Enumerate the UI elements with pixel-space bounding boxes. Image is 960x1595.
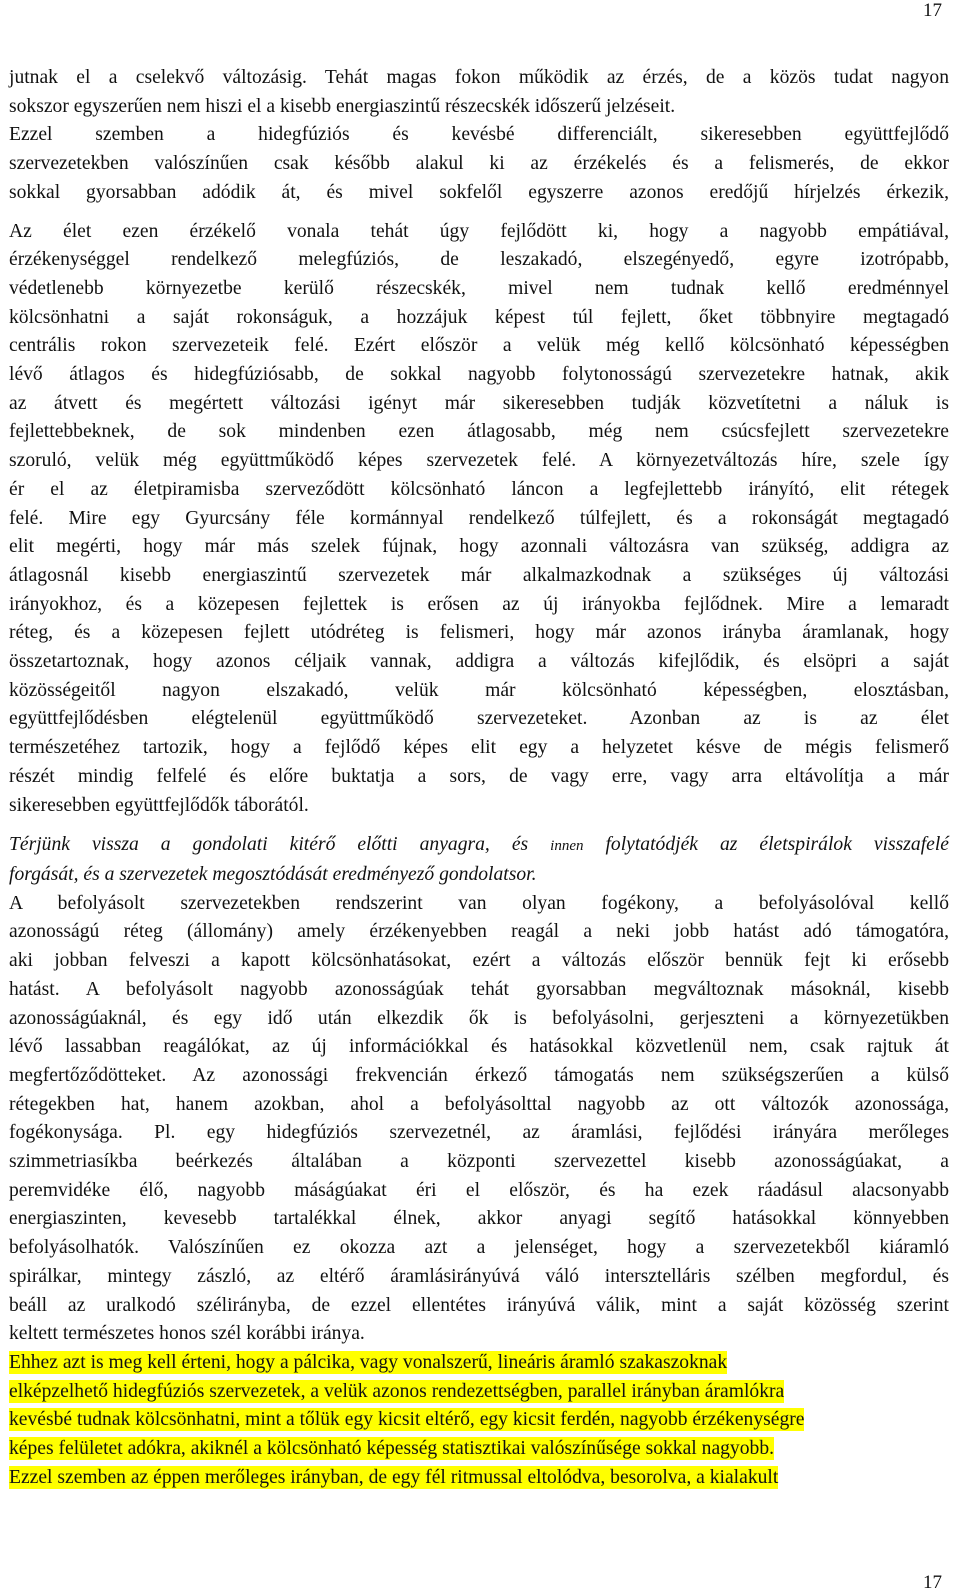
italic-text: folytatódjék az életspirálok visszafelé [605,834,949,856]
text-line: védetlenebb környezetbe kerülő részecskék, mivel nem tudnak kellő eredménnyel [9,277,949,299]
highlighted-line [9,1435,949,1464]
text-line: összetartoznak, hogy azonos céljaik vannak, addigra a változás kifejlődik, és elsöpri a saját [9,651,949,673]
text-line: ér el az életpiramisba szerveződött kölcsönható láncon a legfejlettebb irányító, elit rétegek [9,478,949,500]
text-line: irányokhoz, és a közepesen fejlettek is erősen az új irányokba fejlődnek. Mire a lemaradt [9,593,949,615]
text-line: megfertőződötteket. Az azonossági frekvencián érkező támogatás nem szükségszerűen a külső [9,1064,949,1086]
text-line: hatást. A befolyásolt nagyobb azonosságúak tehát gyorsabban megváltoznak másoknál, kisebb [9,978,949,1000]
paragraph-2 [9,218,949,821]
paragraph-1 [9,64,949,208]
text-line: szimmetriasíkba beérkezés általában a központi szervezettel kisebb azonosságúakat, a [9,1151,949,1173]
text-line: A befolyásolt szervezetekben rendszerint van olyan fogékony, a befolyásolóval kellő [9,892,949,914]
text-line [9,831,949,861]
text-line: fogékonysága. Pl. egy hidegfúziós szervezetnél, az áramlási, fejlődési irányára merőleges [9,1122,949,1144]
text-line: peremvidéke élő, nagyobb máságúakat éri el először, és ha ezek ráadásul alacsonyabb [9,1179,949,1201]
text-line: forgását, és a szervezetek megosztódását eredményező gondolatsor. [9,863,537,885]
text-line: Az élet ezen érzékelő vonala tehát úgy fejlődött ki, hogy a nagyobb empátiával, [9,220,949,242]
text-line: energiaszinten, kevesebb tartalékkal élnek, akkor anyagi segítő hatásokkal könnyebben [9,1208,949,1230]
italic-text: Térjünk vissza a gondolati kitérő előtti anyagra, és [9,834,529,856]
highlighted-text: Ehhez azt is meg kell érteni, hogy a pálcika, vagy vonalszerű, lineáris áramló szakaszoknak [9,1351,728,1373]
highlighted-text: elképzelhető hidegfúziós szervezetek, a velük azonos rendezettségben, parallel irányban áramlókra [9,1380,785,1402]
text-line: részét mindig felfelé és előre buktatja a sors, de vagy erre, vagy arra eltávolítja a már [9,765,949,787]
text-line: centrális rokon szervezeteik felé. Ezért először a velük még kellő kölcsönható képességben [9,335,949,357]
text-line: szoruló, velük még együttműködő képes szervezetek felé. A környezetváltozás híre, szele így [9,450,949,472]
highlighted-text: képes felületet adókra, akiknél a kölcsönható képesség statisztikai valószínűsége sokkal nagyobb. [9,1438,775,1460]
document-body [9,64,949,1492]
text-line: felé. Mire egy Gyurcsány féle kormánnyal rendelkező túlfejlett, és a rokonságát megtagadó [9,507,949,529]
highlighted-line [9,1349,949,1378]
text-line: elit megérti, hogy már más szelek fújnak, hogy azonnali változásra van szükség, addigra az [9,536,949,558]
text-line: lévő lassabban reagálókat, az új információkkal és hatásokkal közvetlenül nem, csak rajtuk át [9,1036,949,1058]
highlighted-paragraph [9,1349,949,1493]
highlighted-line [9,1378,949,1407]
text-line: fejlettebbeknek, de sok mindenben ezen átlagosabb, még nem csúcsfejlett szervezetekre [9,421,949,443]
paragraph-4 [9,890,949,1349]
text-line: sikeresebben együttfejlődők táborától. [9,794,309,816]
text-line: sokszor egyszerűen nem hiszi el a kisebb energiaszintű részecskék időszerű jelzéseit. [9,95,676,117]
text-line: együttfejlődésben elégtelenül együttműködő szervezeteket. Azonban az is az élet [9,708,949,730]
page-number-bottom: 17 [923,1572,942,1593]
text-line: rétegekben hat, hanem azokban, ahol a befolyásolttal nagyobb az ott változók azonossága, [9,1093,949,1115]
text-line: természetéhez tartozik, hogy a fejlődő képes elit egy a helyzetet késve de mégis felismerő [9,737,949,759]
highlighted-text: kevésbé tudnak kölcsönhatni, mint a tőlük egy kicsit eltérő, egy kicsit ferdén, nagyobb érzékenységre [9,1409,805,1431]
text-line: átlagosnál kisebb energiaszintű szervezetek már alkalmazkodnak a szükséges új változási [9,564,949,586]
highlighted-text: Ezzel szemben az éppen merőleges irányban, de egy fél ritmussal eltolódva, besorolva, a kialakult [9,1466,779,1488]
text-line: kölcsönhatni a saját rokonságuk, a hozzájuk képest túl fejlett, őket többnyire megtagadó [9,306,949,328]
text-line: közösségeitől nagyon elszakadó, velük már kölcsönható képességben, elosztásban, [9,679,949,701]
text-line: Ezzel szemben a hidegfúziós és kevésbé differenciált, sikeresebben együttfejlődő [9,124,949,146]
text-line: sokkal gyorsabban adódik át, és mivel sokfelől egyszerre azonos eredőjű hírjelzés érkezik, [9,181,949,203]
highlighted-line [9,1464,949,1493]
text-line: aki jobban felveszi a kapott kölcsönhatásokat, ezért a változás először bennük fejt ki erősebb [9,950,949,972]
text-line: beáll az uralkodó szélirányba, de ezzel ellentétes irányúvá válik, mint a saját közösség szerint [9,1294,949,1316]
paragraph-3-italic [9,831,949,889]
highlighted-line [9,1406,949,1435]
text-line: jutnak el a cselekvő változásig. Tehát magas fokon működik az érzés, de a közös tudat nagyon [9,67,949,88]
text-line: réteg, és a közepesen fejlett utódréteg is felismeri, hogy már azonos irányba áramlanak, hogy [9,622,949,644]
text-line: spirálkar, mintegy zászló, az eltérő áramlásirányúvá váló intersztelláris szélben megfordul, és [9,1265,949,1287]
small-word: innen [550,838,584,855]
text-line: lévő átlagos és hidegfúziósabb, de sokkal nagyobb folytonosságú szervezetekre hatnak, akik [9,364,949,386]
text-line: érzékenységgel rendelkező melegfúziós, de leszakadó, elszegényedő, egyre izotrópabb, [9,249,949,271]
text-line: keltett természetes honos szél korábbi iránya. [9,1323,365,1345]
text-line: befolyásolhatók. Valószínűen ez okozza azt a jelenséget, hogy a szervezetekből kiáramló [9,1237,949,1259]
text-line: azonosságúaknál, és egy idő után elkezdik ők is befolyásolni, gerjeszteni a környezetükben [9,1007,949,1029]
page-number-top: 17 [923,0,942,21]
text-line: azonosságú réteg (állomány) amely érzékenyebben reagál a neki jobb hatást adó támogatóra, [9,921,949,943]
text-line: szervezetekben valószínűen csak később alakul ki az érzékelés és a felismerés, de ekkor [9,153,949,175]
text-line: az átvett és megértett változási igényt már sikeresebben tudják közvetítetni a náluk is [9,392,949,414]
